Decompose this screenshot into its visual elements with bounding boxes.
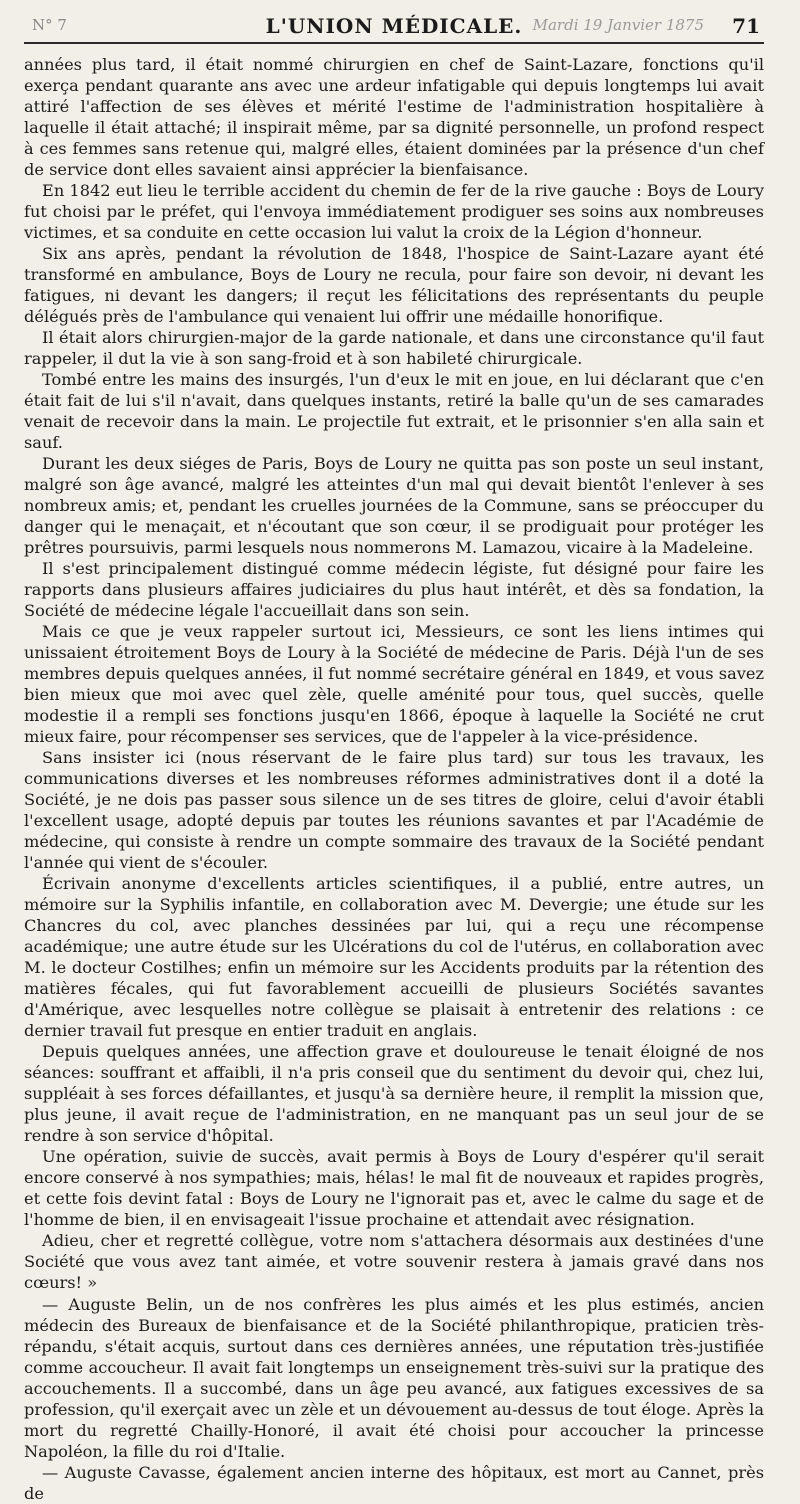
issue-date: Mardi 19 Janvier 1875 bbox=[532, 16, 704, 34]
paragraph: Six ans après, pendant la révolution de 1848, l'hospice de Saint-Lazare ayant été transformé en ambulance, Boys de Loury ne recula, pour faire son devoir, ni devant les fatigues, ni devant les dangers; il reçut les félicitations des représentants du peuple délégués près de l'ambulance qui venaient lui offrir une médaille honorifique. bbox=[24, 244, 764, 326]
paragraph: Adieu, cher et regretté collègue, votre nom s'attachera désormais aux destinées d'une Société que vous avez tant aimée, et votre souvenir restera à jamais gravé dans nos cœurs! » bbox=[24, 1231, 764, 1292]
paragraph: années plus tard, il était nommé chirurgien en chef de Saint-Lazare, fonctions qu'il exerça pendant quarante ans avec une ardeur infatigable qui depuis longtemps lui avait attiré l'affection de ses élèves et mérité l'estime de l'administration hospitalière à laquelle il était attaché; il inspirait même, par sa dignité personnelle, un profond respect à ces femmes sans retenue qui, malgré elles, étaient dominées par la présence d'un chef de service dont elles savaient ainsi apprécier la bienfaisance. bbox=[24, 55, 764, 179]
obituary-cavasse: — Auguste Cavasse, également ancien interne des hôpitaux, est mort au Cannet, près de bbox=[24, 1463, 764, 1503]
paragraph: En 1842 eut lieu le terrible accident du chemin de fer de la rive gauche : Boys de Loury fut choisi par le préfet, qui l'envoya immédiatement prodiguer ses soins aux nombreuses victimes, et sa conduite en cette occasion lui valut la croix de la Légion d'honneur. bbox=[24, 181, 764, 242]
page-header bbox=[24, 8, 764, 44]
paragraph: Une opération, suivie de succès, avait permis à Boys de Loury d'espérer qu'il serait encore conservé à nos sympathies; mais, hélas! le mal fit de nouveaux et rapides progrès, et cette fois devint fatal : Boys de Loury ne l'ignorait pas et, avec le calme du sage et de l'homme de bien, il en envisageait l'issue prochaine et attendait avec résignation. bbox=[24, 1147, 764, 1229]
paragraph: Depuis quelques années, une affection grave et douloureuse le tenait éloigné de nos séances: souffrant et affaibli, il n'a pris conseil que du sentiment du devoir qui, chez lui, suppléait à ses forces défaillantes, et jusqu'à sa dernière heure, il remplit la mission que, plus jeune, il avait reçue de l'administration, en ne manquant pas un seul jour de se rendre à son service d'hôpital. bbox=[24, 1042, 764, 1145]
obituary-belin: — Auguste Belin, un de nos confrères les plus aimés et les plus estimés, ancien médecin des Bureaux de bienfaisance et de la Société philanthropique, praticien très-répandu, s'était acquis, surtout dans ces dernières années, une réputation très-justifiée comme accoucheur. Il avait fait longtemps un enseignement très-suivi sur la pratique des accouchements. Il a succombé, dans un âge peu avancé, aux fatigues excessives de sa profession, qu'il exerçait avec un zèle et un dévouement au-dessus de tout éloge. Après la mort du regretté Chailly-Honoré, il avait été choisi pour accoucher la princesse Napoléon, la fille du roi d'Italie. bbox=[24, 1295, 764, 1461]
paragraph: Durant les deux siéges de Paris, Boys de Loury ne quitta pas son poste un seul instant, malgré son âge avancé, malgré les atteintes d'un mal qui devait bientôt l'enlever à ses nombreux amis; et, pendant les cruelles journées de la Commune, sans se préoccuper du danger qui le menaçait, et n'écoutant que son cœur, il se prodiguait pour protéger les prêtres poursuivis, parmi lesquels nous nommerons M. Lamazou, vicaire à la Madeleine. bbox=[24, 454, 764, 557]
page-number: 71 bbox=[732, 14, 760, 38]
paragraph: Mais ce que je veux rappeler surtout ici, Messieurs, ce sont les liens intimes qui unissaient étroitement Boys de Loury à la Société de médecine de Paris. Déjà l'un de ses membres depuis quelques années, il fut nommé secrétaire général en 1849, et vous savez bien mieux que moi avec quel zèle, quelle aménité pour tous, quel succès, quelle modestie il a rempli ses fonctions jusqu'en 1866, époque à laquelle la Société ne crut mieux faire, pour récompenser ses services, que de l'appeler à la vice-présidence. bbox=[24, 622, 764, 746]
paragraph: Écrivain anonyme d'excellents articles scientifiques, il a publié, entre autres, un mémoire sur la Syphilis infantile, en collaboration avec M. Devergie; une étude sur les Chancres du col, avec planches dessinées par lui, qui a reçu une récompense académique; une autre étude sur les Ulcérations du col de l'utérus, en collaboration avec M. le docteur Costilhes; enfin un mémoire sur les Accidents produits par la rétention des matières fécales, qui fut favorablement accueilli de plusieurs Sociétés savantes d'Amérique, avec lesquelles notre collègue se plaisait à entretenir des relations : ce dernier travail fut presque en entier traduit en anglais. bbox=[24, 874, 764, 1040]
paragraph: Sans insister ici (nous réservant de le faire plus tard) sur tous les travaux, les communications diverses et les nombreuses réformes administratives dont il a doté la Société, je ne dois pas passer sous silence un de ses titres de gloire, celui d'avoir établi l'excellent usage, adopté depuis par toutes les réunions savantes et par l'Académie de médecine, qui consiste à rendre un compte sommaire des travaux de la Société pendant l'année qui vient de s'écouler. bbox=[24, 748, 764, 872]
journal-title: L'UNION MÉDICALE. bbox=[265, 14, 523, 38]
paragraph: Il était alors chirurgien-major de la garde nationale, et dans une circonstance qu'il faut rappeler, il dut la vie à son sang-froid et à son habileté chirurgicale. bbox=[24, 328, 764, 368]
issue-number: N° 7 bbox=[32, 16, 67, 34]
paragraph: Il s'est principalement distingué comme médecin légiste, fut désigné pour faire les rapports dans plusieurs affaires judiciaires du plus haut intérêt, et dès sa fondation, la Société de médecine légale l'accueillait dans son sein. bbox=[24, 559, 764, 620]
paragraph: Tombé entre les mains des insurgés, l'un d'eux le mit en joue, en lui déclarant que c'en était fait de lui s'il n'avait, dans quelques instants, retiré la balle qu'un de ses camarades venait de recevoir dans la main. Le projectile fut extrait, et le prisonnier s'en alla sain et sauf. bbox=[24, 370, 764, 452]
article-body bbox=[24, 54, 764, 1504]
